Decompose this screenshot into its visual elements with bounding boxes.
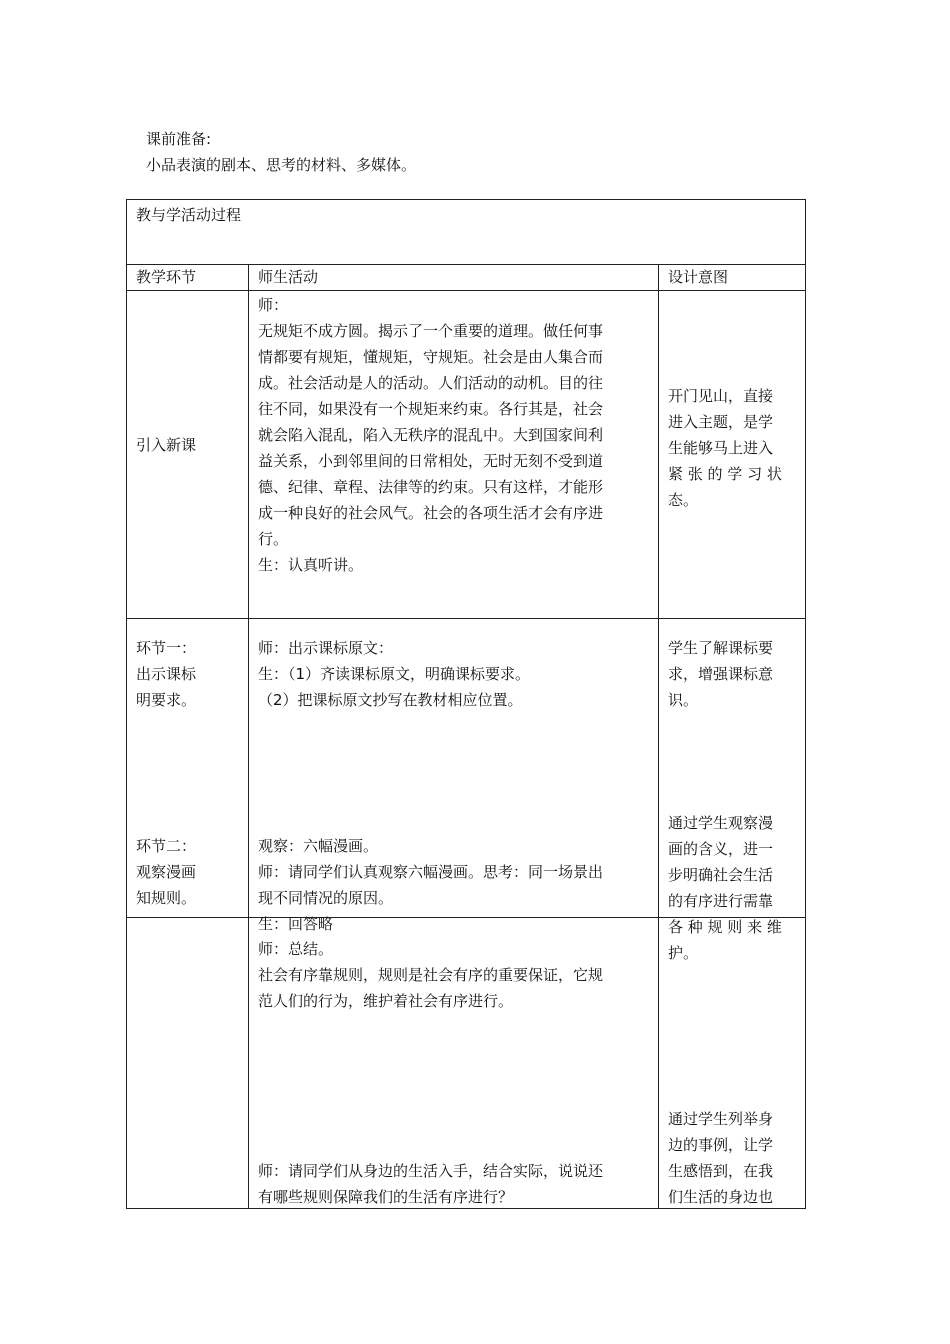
header-activity: 师生活动 xyxy=(258,268,319,286)
activity-line: 成一种良好的社会风气。社会的各项生活才会有序进 xyxy=(258,504,604,522)
row-step2-intent xyxy=(668,810,782,966)
intent-line: 们生活的身边也 xyxy=(668,1188,774,1206)
activity-line: 社会有序靠规则，规则是社会有序的重要保证，它规 xyxy=(258,966,604,984)
activity-line: 生：认真听讲。 xyxy=(258,556,364,574)
intent-line: 学生了解课标要 xyxy=(668,639,774,657)
intent-line: 求，增强课标意 xyxy=(668,665,774,683)
intent-line: 生感悟到，在我 xyxy=(668,1162,774,1180)
row-step1-intent xyxy=(668,635,773,713)
row-step1-stage xyxy=(136,635,196,713)
activity-line: 情都要有规矩，懂规矩，守规矩。社会是由人集合而 xyxy=(258,348,604,366)
lesson-prep xyxy=(146,126,416,178)
row-summary-intent xyxy=(668,1106,773,1210)
intent-line: 的有序进行需靠 xyxy=(668,892,774,910)
activity-line: 无规矩不成方圆。揭示了一个重要的道理。做任何事 xyxy=(258,322,604,340)
activity-line: 师：请同学们认真观察六幅漫画。思考：同一场景出 xyxy=(258,863,604,881)
activity-line: 益关系，小到邻里间的日常相处，无时无刻不受到道 xyxy=(258,452,604,470)
activity-line: 师：出示课标原文： xyxy=(258,639,394,657)
intent-line: 步明确社会生活 xyxy=(668,866,774,884)
activity-line: 成。社会活动是人的活动。人们活动的动机。目的往 xyxy=(258,374,604,392)
stage-line: 环节一： xyxy=(136,639,197,657)
table-border-right xyxy=(805,199,806,1209)
stage-line: 引入新课 xyxy=(136,436,197,454)
stage-line: 观察漫画 xyxy=(136,863,197,881)
activity-line: 师： xyxy=(258,296,289,314)
table-column-divider-2 xyxy=(658,264,659,1209)
table-border-header-bottom xyxy=(126,290,806,291)
prep-heading: 课前准备: xyxy=(146,130,212,148)
row-intro-activity xyxy=(258,292,603,578)
row-summary-activity xyxy=(258,936,603,1014)
activity-line: 现不同情况的原因。 xyxy=(258,889,394,907)
activity-line: 范人们的行为，维护着社会有序进行。 xyxy=(258,992,514,1010)
table-column-divider-1 xyxy=(248,264,249,1209)
row-summary-activity-2 xyxy=(258,1158,603,1210)
intent-line: 画的含义，进一 xyxy=(668,840,774,858)
table-border-row1-bottom xyxy=(126,618,806,619)
intent-line: 生能够马上进入 xyxy=(668,439,774,457)
intent-line: 各 种 规 则 来 维 xyxy=(668,918,782,936)
header-stage: 教学环节 xyxy=(136,268,197,286)
activity-line: 师：请同学们从身边的生活入手，结合实际，说说还 xyxy=(258,1162,604,1180)
activity-line: 生：（1）齐读课标原文，明确课标要求。 xyxy=(258,665,531,683)
header-intent: 设计意图 xyxy=(668,268,729,286)
row-intro-intent xyxy=(668,383,782,513)
table-border-left xyxy=(126,199,127,1209)
intent-line: 通过学生列举身 xyxy=(668,1110,774,1128)
intent-line: 识。 xyxy=(668,691,699,709)
stage-line: 明要求。 xyxy=(136,691,197,709)
intent-line: 开门见山，直接 xyxy=(668,387,774,405)
table-border-top xyxy=(126,199,806,200)
row-step1-activity xyxy=(258,635,530,713)
intent-line: 护。 xyxy=(668,944,699,962)
activity-line: 观察：六幅漫画。 xyxy=(258,837,379,855)
stage-line: 知规则。 xyxy=(136,889,197,907)
table-title: 教与学活动过程 xyxy=(136,206,242,224)
intent-line: 紧 张 的 学 习 状 xyxy=(668,465,782,483)
activity-line: 德、纪律、章程、法律等的约束。只有这样，才能形 xyxy=(258,478,604,496)
activity-line: 师：总结。 xyxy=(258,940,334,958)
intent-line: 进入主题，是学 xyxy=(668,413,774,431)
activity-line: 行。 xyxy=(258,530,289,548)
stage-line: 出示课标 xyxy=(136,665,197,683)
row-step2-stage xyxy=(136,833,196,911)
intent-line: 通过学生观察漫 xyxy=(668,814,774,832)
activity-line: 就会陷入混乱，陷入无秩序的混乱中。大到国家间利 xyxy=(258,426,604,444)
activity-line: 往不同，如果没有一个规矩来约束。各行其是，社会 xyxy=(258,400,604,418)
stage-line: 环节二： xyxy=(136,837,197,855)
intent-line: 态。 xyxy=(668,491,699,509)
row-intro-stage xyxy=(136,432,196,458)
row-step2-activity xyxy=(258,833,603,937)
activity-line: 有哪些规则保障我们的生活有序进行？ xyxy=(258,1188,514,1206)
intent-line: 边的事例，让学 xyxy=(668,1136,774,1154)
activity-line: 生：回答略 xyxy=(258,915,334,933)
prep-materials: 小品表演的剧本、思考的材料、多媒体。 xyxy=(146,156,417,174)
activity-line: （2）把课标原文抄写在教材相应位置。 xyxy=(258,691,523,709)
